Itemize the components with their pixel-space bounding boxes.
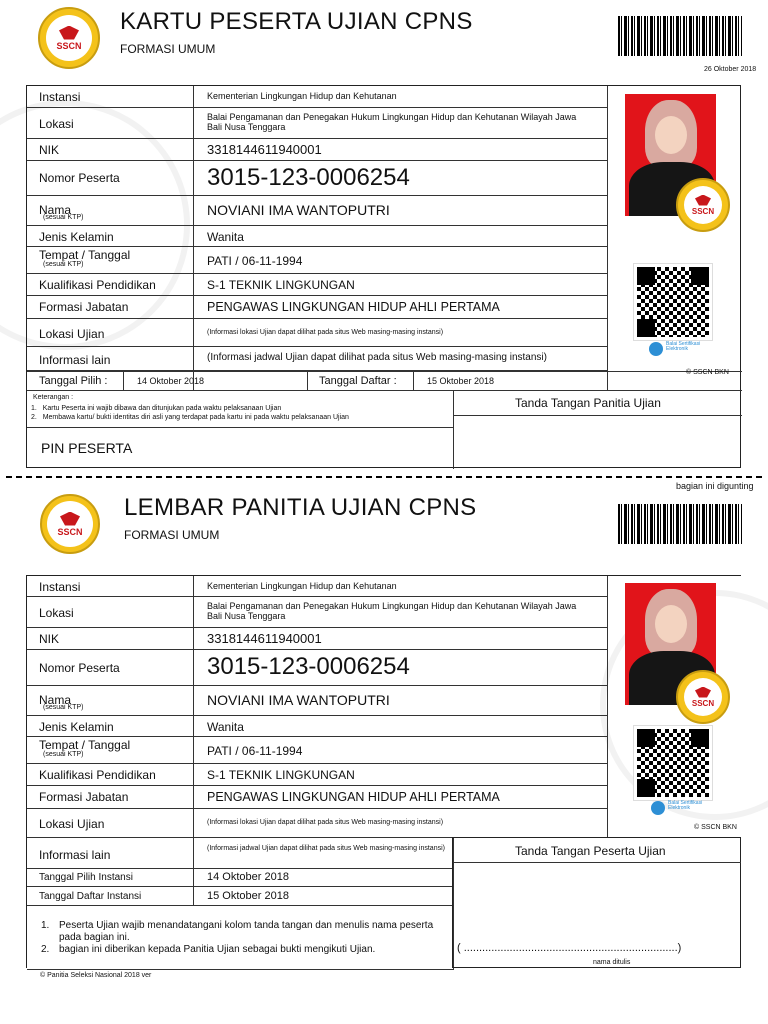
value-nama: NOVIANI IMA WANTOPUTRI	[207, 202, 390, 218]
sscn-stamp: SSCN	[676, 178, 730, 232]
label-tanggal-pilih: Tanggal Pilih :	[39, 375, 108, 387]
label-nomor-peserta: Nomor Peserta	[39, 661, 120, 675]
note-item: 1. Peserta Ujian wajib menandatangani kolom tanda tangan dan menulis nama peserta pada bagian ini.	[41, 920, 434, 943]
label-pendidikan: Kualifikasi Pendidikan	[39, 278, 156, 292]
value-lokasi-ujian: (Informasi lokasi Ujian dapat dilihat pada situs Web masing-masing instansi)	[207, 819, 444, 826]
bsre-text: Balai Sertifikasi Elektronik	[668, 800, 703, 811]
value-ttl: PATI / 06-11-1994	[207, 254, 303, 268]
label-info-lain: Informasi lain	[39, 353, 111, 367]
garuda-icon	[60, 512, 80, 526]
label-lokasi-ujian: Lokasi Ujian	[39, 327, 105, 341]
value-instansi: Kementerian Lingkungan Hidup dan Kehutanan	[207, 91, 397, 101]
value-tgl-daftar-instansi: 15 Oktober 2018	[207, 890, 289, 902]
footer-copyright: © Panitia Seleksi Nasional 2018 ver	[40, 972, 152, 979]
label-ttl: Tempat / Tanggal	[39, 248, 131, 262]
value-nomor-peserta: 3015-123-0006254	[207, 653, 410, 680]
label-ttl-sub: (sesuai KTP)	[43, 751, 84, 758]
label-tgl-daftar-instansi: Tanggal Daftar Instansi	[39, 891, 142, 902]
sheet-title: LEMBAR PANITIA UJIAN CPNS	[124, 494, 477, 521]
label-instansi: Instansi	[39, 580, 81, 594]
bsre-icon	[651, 801, 665, 815]
keterangan-label: Keterangan :	[33, 394, 74, 401]
value-nomor-peserta: 3015-123-0006254	[207, 164, 410, 191]
label-jenis-kelamin: Jenis Kelamin	[39, 230, 114, 244]
qr-code	[634, 726, 712, 800]
label-nama-sub: (sesuai KTP)	[43, 704, 84, 711]
copyright-bkn: © SSCN BKN	[694, 824, 737, 831]
value-tanggal-daftar: 15 Oktober 2018	[427, 376, 495, 386]
label-nama: Nama	[39, 693, 72, 707]
label-ttl: Tempat / Tanggal	[39, 738, 131, 752]
barcode	[618, 504, 742, 544]
value-nik: 3318144611940001	[207, 631, 322, 646]
sscn-logo: SSCN	[40, 494, 100, 554]
label-instansi: Instansi	[39, 90, 81, 104]
label-nik: NIK	[39, 143, 60, 157]
ttd-panitia-label: Tanda Tangan Panitia Ujian	[515, 396, 661, 410]
sheet-subtitle: FORMASI UMUM	[124, 528, 220, 542]
value-nik: 3318144611940001	[207, 142, 322, 157]
label-tanggal-daftar: Tanggal Daftar :	[319, 375, 397, 387]
keterangan-item: 2. Membawa kartu/ bukti identitas diri asli yang terdapat pada kartu ini pada waktu pelaksanaan Ujian	[31, 414, 349, 421]
card-title: KARTU PESERTA UJIAN CPNS	[120, 8, 473, 35]
copyright-bkn: © SSCN BKN	[686, 369, 729, 376]
value-jenis-kelamin: Wanita	[207, 230, 244, 244]
value-info-lain: (Informasi jadwal Ujian dapat dilihat pada situs Web masing-masing instansi)	[207, 352, 547, 363]
barcode	[618, 16, 742, 56]
label-nik: NIK	[39, 632, 60, 646]
label-nama: Nama	[39, 203, 72, 217]
qr-code	[634, 264, 712, 340]
sscn-logo: SSCN	[38, 7, 100, 69]
value-instansi: Kementerian Lingkungan Hidup dan Kehutanan	[207, 581, 397, 591]
value-tanggal-pilih: 14 Oktober 2018	[137, 376, 205, 386]
label-ttl-sub: (sesuai KTP)	[43, 261, 84, 268]
label-jenis-kelamin: Jenis Kelamin	[39, 720, 114, 734]
bsre-text: Balai Sertifikasi Elektronik	[666, 341, 701, 352]
value-jabatan: PENGAWAS LINGKUNGAN HIDUP AHLI PERTAMA	[207, 300, 500, 314]
cut-note: bagian ini digunting	[676, 481, 754, 491]
label-pendidikan: Kualifikasi Pendidikan	[39, 768, 156, 782]
label-nomor-peserta: Nomor Peserta	[39, 171, 120, 185]
print-date: 26 Oktober 2018	[704, 66, 757, 73]
value-lokasi: Balai Pengamanan dan Penegakan Hukum Lingkungan Hidup dan Kehutanan Wilayah Jawa Bali Nusa Tenggara	[207, 112, 577, 132]
label-info-lain: Informasi lain	[39, 848, 111, 862]
label-lokasi: Lokasi	[39, 606, 74, 620]
garuda-icon	[59, 26, 79, 40]
sign-line: ( ......................................................................)	[457, 942, 682, 954]
value-pendidikan: S-1 TEKNIK LINGKUNGAN	[207, 278, 355, 292]
garuda-icon	[695, 195, 711, 206]
value-tgl-pilih-instansi: 14 Oktober 2018	[207, 871, 289, 883]
value-nama: NOVIANI IMA WANTOPUTRI	[207, 692, 390, 708]
value-info-lain: (Informasi jadwal Ujian dapat dilihat pada situs Web masing-masing instansi)	[207, 845, 445, 852]
nama-ditulis: nama ditulis	[593, 959, 631, 966]
note-item: 2. bagian ini diberikan kepada Panitia Ujian sebagai bukti mengikuti Ujian.	[41, 944, 376, 955]
bsre-icon	[649, 342, 663, 356]
sscn-stamp: SSCN	[676, 670, 730, 724]
label-jabatan: Formasi Jabatan	[39, 790, 129, 804]
value-pendidikan: S-1 TEKNIK LINGKUNGAN	[207, 768, 355, 782]
value-lokasi: Balai Pengamanan dan Penegakan Hukum Lingkungan Hidup dan Kehutanan Wilayah Jawa Bali Nusa Tenggara	[207, 601, 577, 621]
value-lokasi-ujian: (Informasi lokasi Ujian dapat dilihat pada situs Web masing-masing instansi)	[207, 329, 444, 336]
value-ttl: PATI / 06-11-1994	[207, 744, 303, 758]
label-lokasi: Lokasi	[39, 117, 74, 131]
label-jabatan: Formasi Jabatan	[39, 300, 129, 314]
pin-peserta-label: PIN PESERTA	[41, 440, 133, 456]
value-jabatan: PENGAWAS LINGKUNGAN HIDUP AHLI PERTAMA	[207, 790, 500, 804]
card-subtitle: FORMASI UMUM	[120, 42, 216, 56]
notes-list	[41, 920, 441, 956]
cut-line	[6, 476, 762, 478]
value-jenis-kelamin: Wanita	[207, 720, 244, 734]
garuda-icon	[695, 687, 711, 698]
label-lokasi-ujian: Lokasi Ujian	[39, 817, 105, 831]
label-nama-sub: (sesuai KTP)	[43, 214, 84, 221]
label-tgl-pilih-instansi: Tanggal Pilih Instansi	[39, 872, 133, 883]
keterangan-item: 1. Kartu Peserta ini wajib dibawa dan ditunjukan pada waktu pelaksanaan Ujian	[31, 405, 282, 412]
signature-box	[452, 837, 741, 968]
ttd-peserta-label: Tanda Tangan Peserta Ujian	[515, 844, 666, 858]
